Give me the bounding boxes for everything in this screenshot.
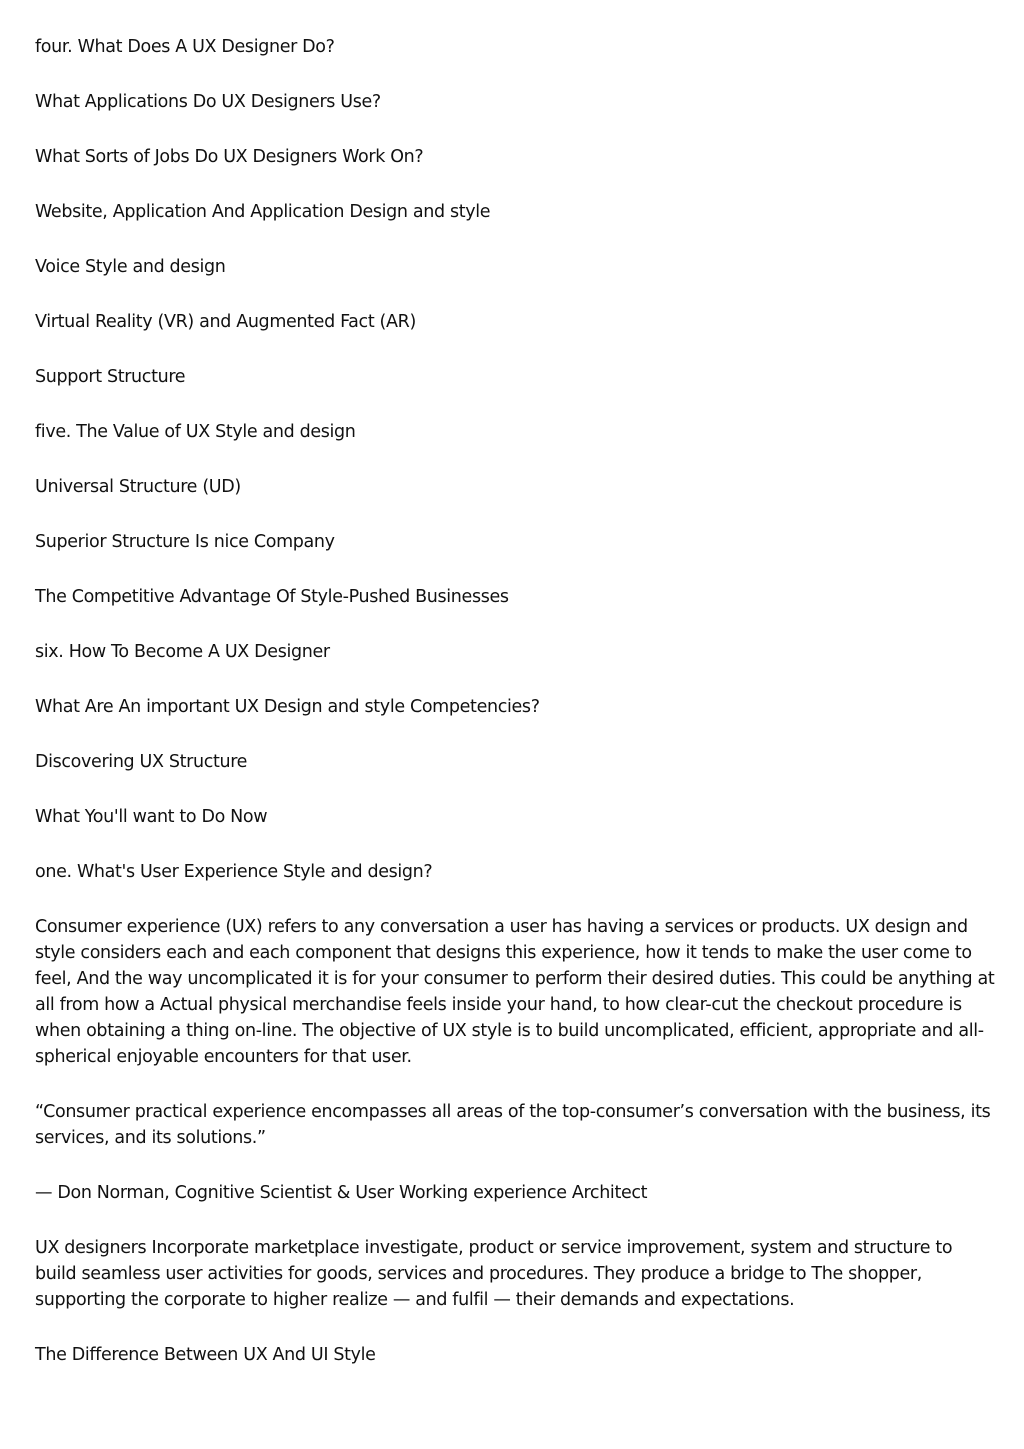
body-paragraph-ux-designers: UX designers Incorporate marketplace investigate, product or service improvement, system and structure to build seamless user activities for goods, services and procedures. They produce a bridge to The shopper, supporting the corporate to higher realize — and fulfil — their demands and expectations. — [35, 1238, 953, 1310]
toc-item-discovering-ux: Discovering UX Structure — [35, 752, 248, 772]
toc-item-value-of-ux: five. The Value of UX Style and design — [35, 422, 356, 442]
toc-item-support-structure: Support Structure — [35, 367, 186, 387]
toc-item-jobs-ux-designers: What Sorts of Jobs Do UX Designers Work On? — [35, 147, 424, 167]
document-body — [35, 34, 995, 1397]
toc-item-superior-structure: Superior Structure Is nice Company — [35, 532, 335, 552]
toc-item-vr-ar: Virtual Reality (VR) and Augmented Fact (AR) — [35, 312, 416, 332]
toc-item-become-ux-designer: six. How To Become A UX Designer — [35, 642, 330, 662]
toc-item-applications-ux-designers-use: What Applications Do UX Designers Use? — [35, 92, 381, 112]
quote-attribution: — Don Norman, Cognitive Scientist & User Working experience Architect — [35, 1183, 648, 1203]
toc-item-voice-design: Voice Style and design — [35, 257, 226, 277]
toc-item-ux-competencies: What Are An important UX Design and style Competencies? — [35, 697, 540, 717]
body-paragraph-ux-definition: Consumer experience (UX) refers to any conversation a user has having a services or products. UX design and style considers each and each component that designs this experience, how it tends to make the user come to feel, And the way uncomplicated it is for your consumer to perform their desired duties. This could be anything at all from how a Actual physical merchandise feels inside your hand, to how clear-cut the checkout procedure is when obtaining a thing on-line. The objective of UX style is to build uncomplicated, efficient, appropriate and all-spherical enjoyable encounters for that user. — [35, 917, 995, 1067]
toc-item-competitive-advantage: The Competitive Advantage Of Style-Pushed Businesses — [35, 587, 509, 607]
toc-item-website-application-design: Website, Application And Application Design and style — [35, 202, 491, 222]
section-heading-what-is-ux: one. What's User Experience Style and design? — [35, 862, 433, 882]
toc-item-universal-structure: Universal Structure (UD) — [35, 477, 241, 497]
toc-item-what-does-ux-designer-do: four. What Does A UX Designer Do? — [35, 37, 335, 57]
quote-paragraph: “Consumer practical experience encompasses all areas of the top-consumer’s conversation with the business, its services, and its solutions.” — [35, 1102, 991, 1148]
toc-item-what-to-do-now: What You'll want to Do Now — [35, 807, 268, 827]
section-heading-ux-vs-ui: The Difference Between UX And UI Style — [35, 1345, 376, 1365]
